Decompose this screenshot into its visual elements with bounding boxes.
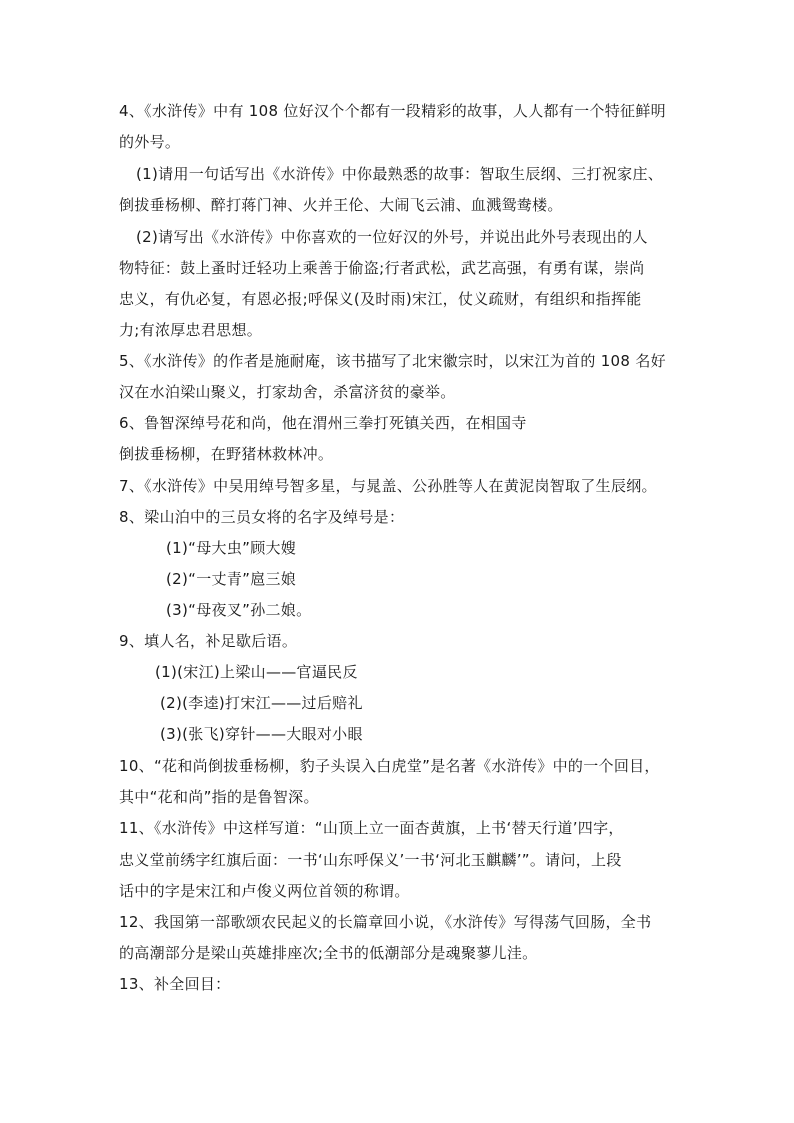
q4-line-2: 的外号。 (119, 133, 181, 151)
q11-line-1: 11、《水浒传》中这样写道：“山顶上立一面杏黄旗，上书‘替天行道’四字， (119, 819, 624, 837)
q9-item-3: (3)(张飞)穿针——大眼对小眼 (160, 725, 363, 743)
q8-item-1: (1)“母大虫”顾大嫂 (166, 539, 297, 557)
q4-sub2-line-1: (2)请写出《水浒传》中你喜欢的一位好汉的外号，并说出此外号表现出的人 (136, 228, 648, 246)
q9-item-2: (2)(李逵)打宋江——过后赔礼 (160, 694, 363, 712)
q11-line-2: 忠义堂前绣字红旗后面：一书‘山东呼保义’一书‘河北玉麒麟’”。请问，上段 (119, 851, 622, 869)
q8-line-1: 8、梁山泊中的三员女将的名字及绰号是： (119, 508, 405, 526)
q10-line-2: 其中“花和尚”指的是鲁智深。 (119, 788, 319, 806)
q4-sub1-line-2: 倒拔垂杨柳、醉打蒋门神、火并王伦、大闹飞云浦、血溅鸳鸯楼。 (119, 196, 563, 214)
q10-line-1: 10、“花和尚倒拔垂杨柳，豹子头误入白虎堂”是名著《水浒传》中的一个回目， (119, 757, 660, 775)
q5-line-1: 5、《水浒传》的作者是施耐庵，该书描写了北宋徽宗时，以宋江为首的 108 名好 (119, 352, 666, 370)
q4-sub1-line-1: (1)请用一句话写出《水浒传》中你最熟悉的故事：智取生辰纲、三打祝家庄、 (136, 165, 664, 183)
q7-line-1: 7、《水浒传》中吴用绰号智多星，与晁盖、公孙胜等人在黄泥岗智取了生辰纲。 (119, 477, 657, 495)
q11-line-3: 话中的字是宋江和卢俊义两位首领的称谓。 (119, 882, 410, 900)
q8-item-2: (2)“一丈青”扈三娘 (166, 570, 297, 588)
q8-item-3: (3)“母夜叉”孙二娘。 (166, 601, 312, 619)
q12-line-1: 12、我国第一部歌颂农民起义的长篇章回小说，《水浒传》写得荡气回肠，全书 (119, 913, 652, 931)
q9-item-1: (1)(宋江)上梁山——官逼民反 (155, 663, 358, 681)
q4-sub2-line-4: 力;有浓厚忠君思想。 (119, 321, 263, 339)
q12-line-2: 的高潮部分是梁山英雄排座次;全书的低潮部分是魂聚蓼儿洼。 (119, 944, 538, 962)
q4-line-1: 4、《水浒传》中有 108 位好汉个个都有一段精彩的故事，人人都有一个特征鲜明 (119, 102, 666, 120)
q6-line-2: 倒拔垂杨柳，在野猪林救林冲。 (119, 445, 334, 463)
q4-sub2-line-2: 物特征：鼓上蚤时迁轻功上乘善于偷盗;行者武松，武艺高强，有勇有谋，崇尚 (119, 259, 645, 277)
q13-line-1: 13、补全回目： (119, 975, 231, 993)
q9-line-1: 9、填人名，补足歇后语。 (119, 632, 298, 650)
q4-sub2-line-3: 忠义，有仇必复，有恩必报;呼保义(及时雨)宋江，仗义疏财，有组织和指挥能 (119, 290, 642, 308)
q6-line-1: 6、鲁智深绰号花和尚，他在渭州三拳打死镇关西，在相国寺 (119, 414, 527, 432)
q5-line-2: 汉在水泊梁山聚义，打家劫舍，杀富济贫的豪举。 (119, 383, 456, 401)
